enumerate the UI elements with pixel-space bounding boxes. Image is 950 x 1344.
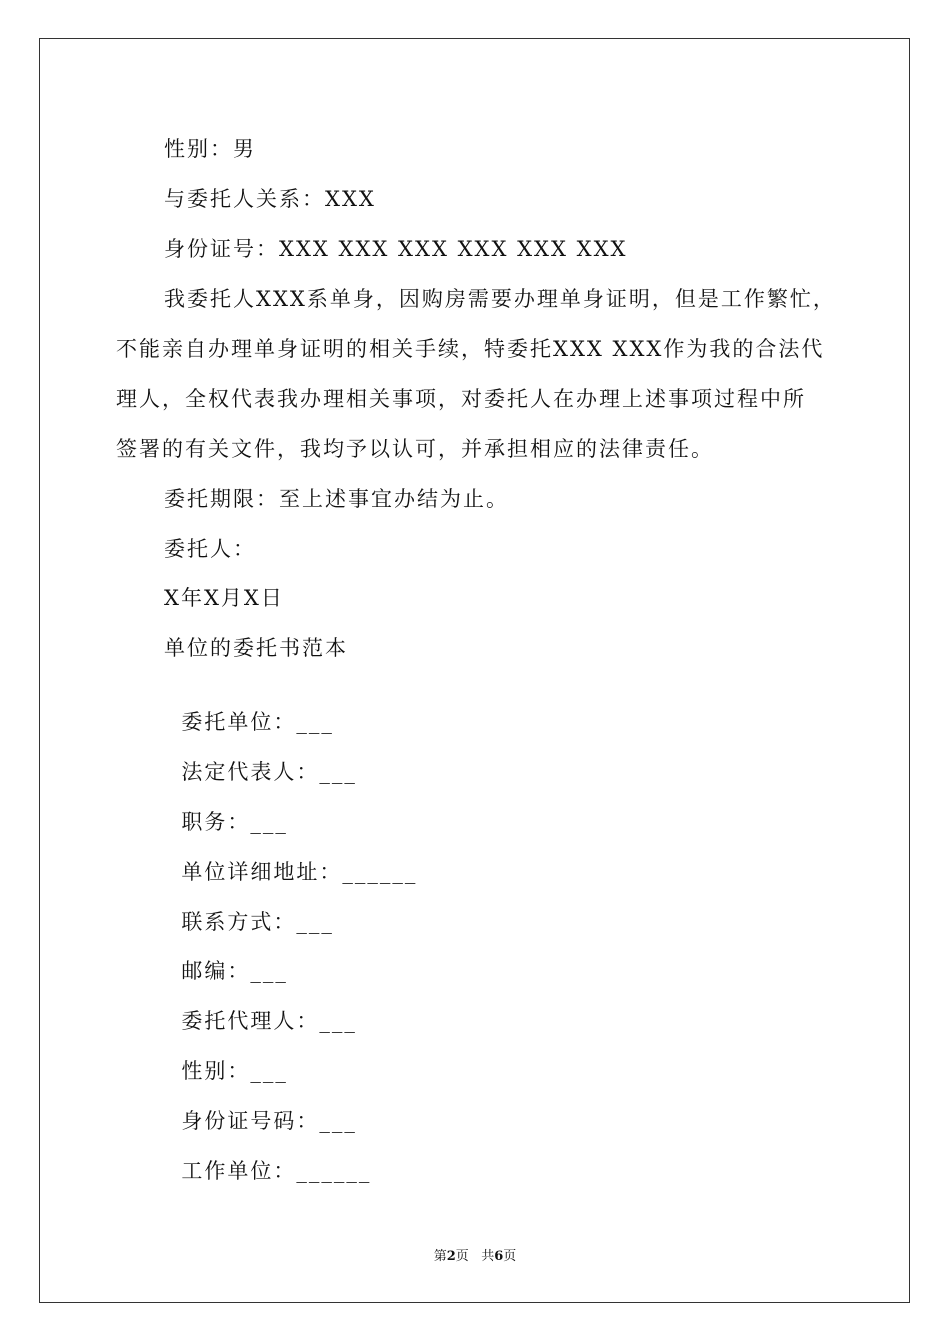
form-field-workplace — [164, 1135, 864, 1183]
section-heading: 单位的委托书范本 — [164, 636, 348, 660]
id-number-line: 身份证号：XXX XXX XXX XXX XXX XXX — [164, 237, 628, 261]
form-field-entrusting-unit — [164, 686, 864, 734]
form-field-blank: ______ — [342, 860, 418, 884]
form-field-label: 性别： — [181, 1059, 251, 1083]
form-field-legal-representative — [164, 736, 864, 784]
form-field-label: 委托单位： — [181, 710, 297, 734]
form-field-label: 工作单位： — [181, 1159, 297, 1183]
form-field-label: 联系方式： — [181, 910, 297, 934]
paragraph-line-4: 签署的有关文件，我均予以认可，并承担相应的法律责任。 — [116, 437, 714, 461]
paragraph-line-2: 不能亲自办理单身证明的相关手续，特委托XXX XXX作为我的合法代 — [116, 337, 825, 361]
form-field-label: 身份证号码： — [181, 1109, 320, 1133]
paragraph-line-3: 理人，全权代表我办理相关事项，对委托人在办理上述事项过程中所 — [116, 387, 806, 411]
paragraph-line-1: 我委托人XXX系单身，因购房需要办理单身证明，但是工作繁忙， — [164, 287, 836, 311]
form-field-blank: ___ — [296, 910, 334, 934]
gender-line: 性别：男 — [164, 137, 256, 161]
page-current: 2 — [446, 1249, 456, 1264]
form-field-label: 法定代表人： — [181, 760, 320, 784]
form-field-agent — [164, 985, 864, 1033]
form-field-label: 职务： — [181, 810, 251, 834]
total-suffix: 页 — [503, 1249, 517, 1264]
form-field-blank: ___ — [319, 760, 357, 784]
total-prefix: 共 — [481, 1249, 495, 1264]
page-footer — [0, 1249, 950, 1265]
form-field-blank: ______ — [296, 1159, 372, 1183]
form-field-blank: ___ — [250, 810, 288, 834]
page-prefix: 第 — [433, 1249, 447, 1264]
term-line: 委托期限：至上述事宜办结为止。 — [164, 487, 509, 511]
form-field-blank: ___ — [319, 1109, 357, 1133]
relation-line: 与委托人关系：XXX — [164, 187, 376, 211]
form-field-address — [164, 836, 864, 884]
form-field-contact — [164, 886, 864, 934]
principal-line: 委托人： — [164, 537, 256, 561]
form-field-gender — [164, 1035, 864, 1083]
form-field-blank: ___ — [250, 1059, 288, 1083]
form-field-label: 单位详细地址： — [181, 860, 343, 884]
form-field-label: 邮编： — [181, 959, 251, 983]
form-field-id-number — [164, 1085, 864, 1133]
form-field-label: 委托代理人： — [181, 1009, 320, 1033]
form-field-position — [164, 786, 864, 834]
form-field-postcode — [164, 935, 864, 983]
page-suffix: 页 — [455, 1249, 469, 1264]
form-field-blank: ___ — [319, 1009, 357, 1033]
date-line: X年X月X日 — [164, 586, 284, 610]
form-field-blank: ___ — [296, 710, 334, 734]
page-total: 6 — [494, 1249, 504, 1264]
form-field-blank: ___ — [250, 959, 288, 983]
